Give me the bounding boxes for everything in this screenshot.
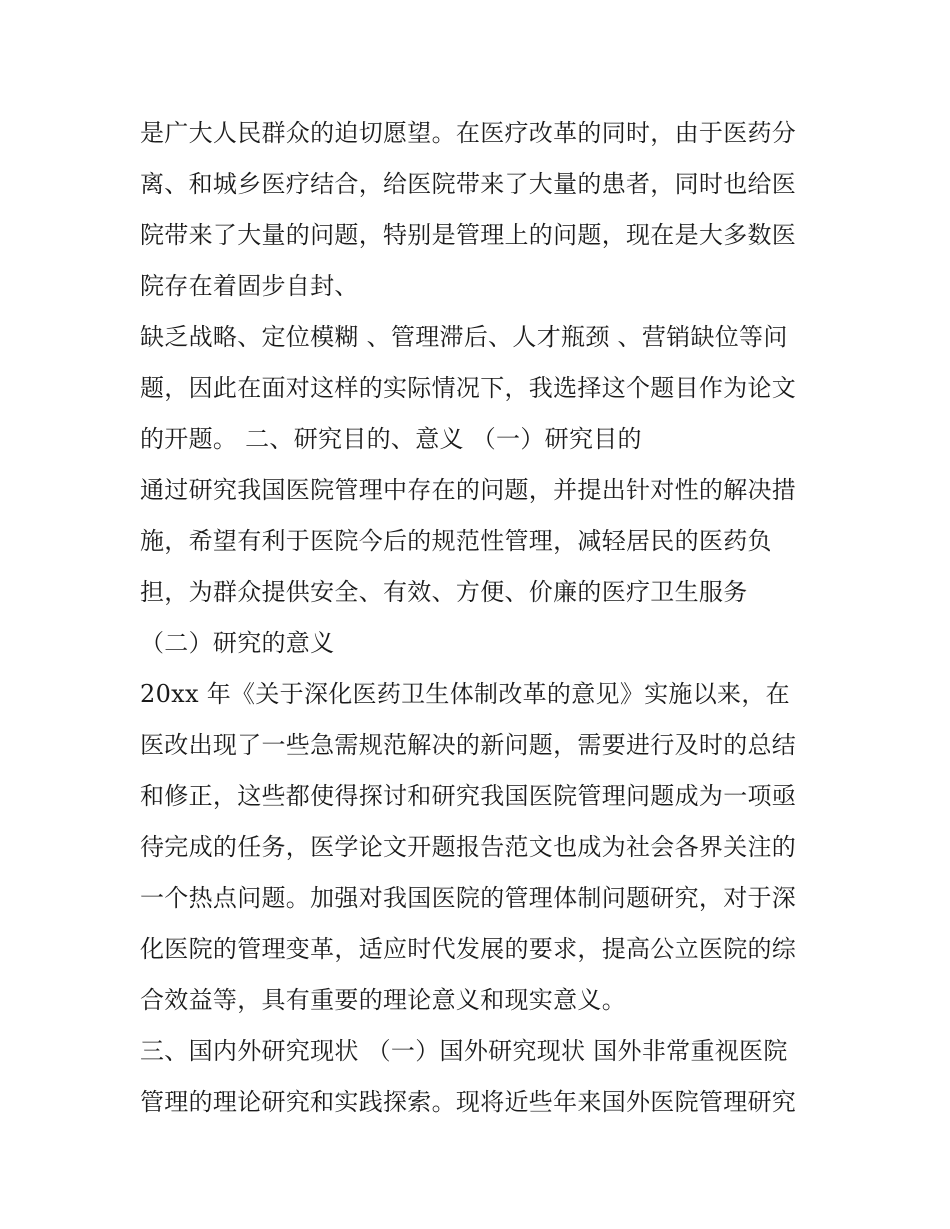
text-line: 题，因此在面对这样的实际情况下，我选择这个题目作为论文 bbox=[140, 374, 797, 402]
text-line: 合效益等，具有重要的理论意义和现实意义。 bbox=[140, 986, 626, 1014]
text-line: 是广大人民群众的迫切愿望。在医疗改革的同时，由于医药分 bbox=[140, 119, 797, 147]
section-heading: （二）研究的意义 bbox=[140, 629, 335, 657]
text-line: 一个热点问题。加强对我国医院的管理体制问题研究，对于深 bbox=[140, 884, 797, 912]
text-line: 的开题。 二、研究目的、意义 （一）研究目的 bbox=[140, 425, 642, 453]
text-line: 离、和城乡医疗结合，给医院带来了大量的患者，同时也给医 bbox=[140, 170, 797, 198]
text-line: 施，希望有利于医院今后的规范性管理，减轻居民的医药负 bbox=[140, 527, 772, 555]
text-line: 管理的理论研究和实践探索。现将近些年来国外医院管理研究 bbox=[140, 1088, 797, 1116]
text-line: 待完成的任务，医学论文开题报告范文也成为社会各界关注的 bbox=[140, 833, 797, 861]
text-line: 医改出现了一些急需规范解决的新问题，需要进行及时的总结 bbox=[140, 731, 797, 759]
text-line: 化医院的管理变革，适应时代发展的要求，提高公立医院的综 bbox=[140, 935, 797, 963]
text-line: 院存在着固步自封、 bbox=[140, 272, 359, 300]
text-line: 担，为群众提供安全、有效、方便、价廉的医疗卫生服务 bbox=[140, 578, 748, 606]
text-line: 缺乏战略、定位模糊 、管理滞后、人才瓶颈 、营销缺位等问 bbox=[140, 323, 788, 351]
document-body bbox=[140, 108, 830, 1128]
text-line: 三、国内外研究现状 （一）国外研究现状 国外非常重视医院 bbox=[140, 1037, 788, 1065]
text-line: 院带来了大量的问题，特别是管理上的问题，现在是大多数医 bbox=[140, 221, 797, 249]
text-line: 通过研究我国医院管理中存在的问题，并提出针对性的解决措 bbox=[140, 476, 797, 504]
text-line: 20xx 年《关于深化医药卫生体制改革的意见》实施以来，在 bbox=[140, 680, 790, 708]
text-line: 和修正，这些都使得探讨和研究我国医院管理问题成为一项亟 bbox=[140, 782, 797, 810]
